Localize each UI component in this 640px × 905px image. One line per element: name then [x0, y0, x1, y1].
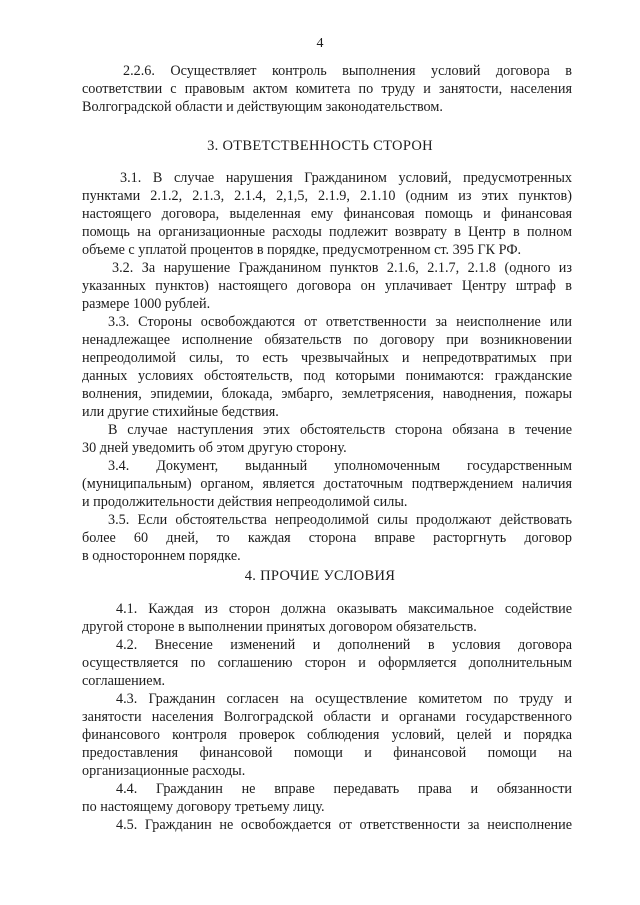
section-3-heading: 3. ОТВЕТСТВЕННОСТЬ СТОРОН [207, 138, 433, 154]
paragraph-2-2-6-line: соответствии с правовым актом комитета по труду и занятости, населения [82, 81, 572, 97]
paragraph-3-1-line: объеме с уплатой процентов в порядке, предусмотренном ст. 395 ГК РФ. [82, 242, 522, 258]
paragraph-3-3-line: данных условиях обстоятельств, под которыми понимаются: гражданские [82, 368, 572, 384]
paragraph-3-3-line: или другие стихийные бедствия. [82, 404, 279, 420]
paragraph-4-4-line: 4.4. Гражданин не вправе передавать права и обязанности [116, 781, 572, 797]
paragraph-4-2-line: осуществляется по соглашению сторон и оформляется дополнительным [82, 655, 572, 671]
paragraph-4-3-line: 4.3. Гражданин согласен на осуществление комитетом по труду и [116, 691, 572, 707]
paragraph-3-3-line: 3.3. Стороны освобождаются от ответственности за неисполнение или [108, 314, 572, 330]
paragraph-3-1-line: пунктами 2.1.2, 2.1.3, 2.1.4, 2,1,5, 2.1.9, 2.1.10 (одним из этих пунктов) [82, 188, 572, 204]
paragraph-3-1-line: помощь на организационные расходы подлежит возврату в Центр в полном [82, 224, 572, 240]
paragraph-2-2-6-line: 2.2.6. Осуществляет контроль выполнения условий договора в [123, 63, 572, 79]
paragraph-3-3-continuation-line: 30 дней уведомить об этом другую сторону. [82, 440, 347, 456]
paragraph-3-2-line: размере 1000 рублей. [82, 296, 211, 312]
paragraph-4-1-line: другой стороне в выполнении принятых договором обязательств. [82, 619, 477, 635]
paragraph-4-2-line: соглашением. [82, 673, 166, 689]
paragraph-3-3-continuation-line: В случае наступления этих обстоятельств сторона обязана в течение [108, 422, 572, 438]
paragraph-2-2-6-line: Волгоградской области и действующим законодательством. [82, 99, 443, 115]
paragraph-3-2-line: 3.2. За нарушение Гражданином пунктов 2.1.6, 2.1.7, 2.1.8 (одного из [112, 260, 572, 276]
paragraph-3-1-line: 3.1. В случае нарушения Гражданином условий, предусмотренных [120, 170, 572, 186]
paragraph-3-4-line: и продолжительности действия непреодолимой силы. [82, 494, 408, 510]
paragraph-3-3-line: ненадлежащее исполнение обязательств по договору при возникновении [82, 332, 572, 348]
paragraph-4-3-line: финансового контроля проверок соблюдения условий, целей и порядка [82, 727, 572, 743]
paragraph-4-4-line: по настоящему договору третьему лицу. [82, 799, 325, 815]
paragraph-3-1-line: настоящего договора, выделенная ему финансовая помощь и финансовая [82, 206, 572, 222]
paragraph-3-5-line: более 60 дней, то каждая сторона вправе расторгнуть договор [82, 530, 572, 546]
paragraph-4-2-line: 4.2. Внесение изменений и дополнений в условия договора [116, 637, 572, 653]
paragraph-4-5-line: 4.5. Гражданин не освобождается от ответственности за неисполнение [116, 817, 572, 833]
paragraph-3-5-line: 3.5. Если обстоятельства непреодолимой силы продолжают действовать [108, 512, 572, 528]
paragraph-3-4-line: (муниципальным) органом, является достаточным подтверждением наличия [82, 476, 572, 492]
paragraph-3-3-line: непреодолимой силы, то есть чрезвычайных и непредотвратимых при [82, 350, 572, 366]
paragraph-4-3-line: предоставления финансовой помощи и финансовой помощи на [82, 745, 572, 761]
paragraph-4-3-line: организационные расходы. [82, 763, 246, 779]
page-number: 4 [316, 36, 324, 51]
paragraph-3-4-line: 3.4. Документ, выданный уполномоченным государственным [108, 458, 572, 474]
paragraph-3-3-line: волнения, эпидемии, блокада, эмбарго, землетрясения, наводнения, пожары [82, 386, 572, 402]
paragraph-3-5-line: в одностороннем порядке. [82, 548, 241, 564]
paragraph-4-3-line: занятости населения Волгоградской области и органами государственного [82, 709, 572, 725]
paragraph-3-2-line: указанных пунктов) настоящего договора он уплачивает Центру штраф в [82, 278, 572, 294]
paragraph-4-1-line: 4.1. Каждая из сторон должна оказывать максимальное содействие [116, 601, 572, 617]
section-4-heading: 4. ПРОЧИЕ УСЛОВИЯ [244, 568, 396, 584]
